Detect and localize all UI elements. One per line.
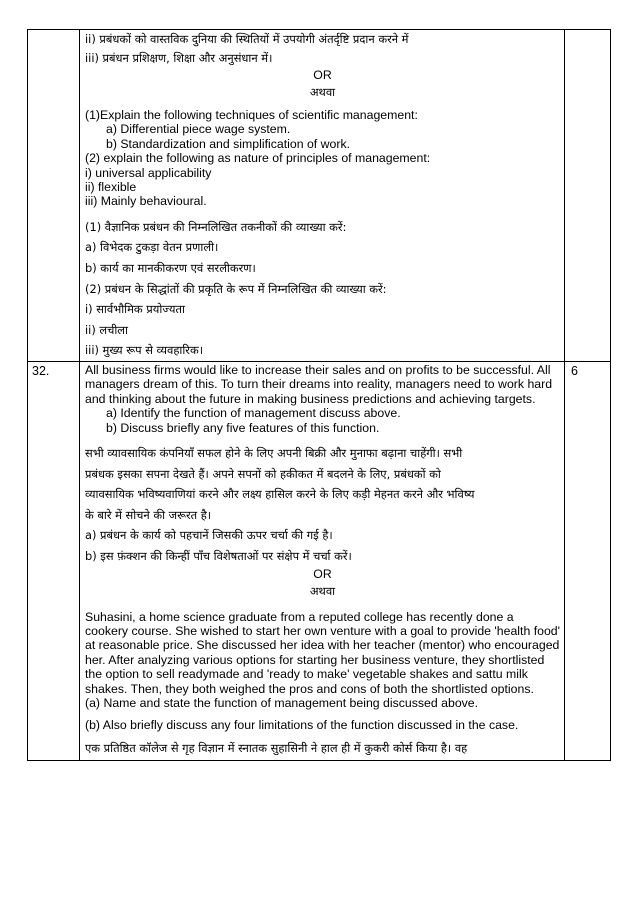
hindi-line: iii) प्रबंधन प्रशिक्षण, शिक्षा और अनुसंधान में। [85,51,273,65]
question-2iii: iii) Mainly behavioural. [85,194,207,209]
question-1: (1)Explain the following techniques of scientific management: [85,108,418,122]
case-question-a: (a) Name and state the function of management being discussed above. [85,696,479,711]
case-hindi-line: एक प्रतिष्ठित कॉलेज से गृह विज्ञान में स्नातक सुहासिनी ने हाल ही में कुकरी कोर्स किया है। वह [85,740,468,755]
question-32b: b) Discuss briefly any five features of this function. [106,420,380,435]
question-32b-hindi: b) इस फ़ंक्शन की किन्हीं पाँच विशेषताओं पर संक्षेप में चर्चा करें। [85,549,352,563]
case-question-b: (b) Also briefly discuss any four limitations of the function discussed in the case. [85,718,519,733]
question-32a-hindi: a) प्रबंधन के कार्य को पहचानें जिसकी ऊपर चर्चा की गई है। [85,528,333,543]
hindi-line: सभी व्यावसायिक कंपनियाँ सफल होने के लिए अपनी बिक्री और मुनाफा बढ़ाना चाहेंगी। सभी [85,446,463,461]
question-1b: b) Standardization and simplification of work. [106,136,351,151]
or-label-hindi: अथवा [309,584,336,598]
or-label: OR [313,68,332,82]
question-number-cell [28,30,80,362]
hindi-line: प्रबंधक इसका सपना देखते हैं। अपने सपनों को हकीकत में बदलने के लिए, प्रबंधकों को [85,466,441,481]
marks-cell: 6 [565,362,611,761]
question-number-cell: 32. [28,362,80,761]
case-paragraph: Suhasini, a home science graduate from a reputed college has recently done a cookery course. She wished to start her own venture with a goal to provide 'health food' at reasonable price. She discussed her idea with her teacher (mentor) who encouraged her. After analyzing various options for starting her business venture, they shortlisted the option to sell readymade and 'ready to make' vegetable shakes and sattu milk shakes. Then, they both weighed the pros and cons of both the shortlisted options. [85,609,560,696]
question-table [27,29,611,761]
question-body-cell [80,30,565,362]
question-2ii: ii) flexible [85,180,137,195]
question-1a-hindi: a) विभेदक टुकड़ा वेतन प्रणाली। [85,240,219,255]
hindi-line: ii) प्रबंधकों को वास्तविक दुनिया की स्थितियों में उपयोगी अंतर्दृष्टि प्रदान करने में [85,32,409,46]
question-2iii-hindi: iii) मुख्य रूप से व्यवहारिक। [85,343,204,358]
question-32a: a) Identify the function of management discuss above. [106,406,401,421]
marks-cell [565,30,611,362]
hindi-line: व्यावसायिक भविष्यवाणियां करने और लक्ष्य हासिल करने के लिए कड़ी मेहनत करने और भविष्य [85,487,475,502]
question-paragraph: All business firms would like to increase their sales and on profits to be successful. All managers dream of this. To turn their dreams into reality, managers need to work hard and thinking about the future in making business predictions and achieving targets. [85,363,553,406]
or-label-hindi: अथवा [309,85,336,100]
question-2i-hindi: i) सार्वभौमिक प्रयोज्यता [85,302,185,317]
question-2-hindi: (2) प्रबंधन के सिद्धांतों की प्रकृति के रूप में निम्नलिखित की व्याख्या करें: [85,281,387,296]
question-1a: a) Differential piece wage system. [106,122,291,137]
question-body-cell [80,362,565,761]
question-2ii-hindi: ii) लचीला [85,322,128,337]
question-1b-hindi: b) कार्य का मानकीकरण एवं सरलीकरण। [85,261,256,276]
table-row [28,30,611,362]
question-2: (2) explain the following as nature of principles of management: [85,151,431,166]
hindi-line: के बारे में सोचने की जरूरत है। [85,507,212,522]
question-2i: i) universal applicability [85,165,212,180]
or-label: OR [313,566,332,581]
table-row [28,362,611,761]
question-1-hindi: (1) वैज्ञानिक प्रबंधन की निम्नलिखित तकनीकों की व्याख्या करें: [85,219,347,234]
